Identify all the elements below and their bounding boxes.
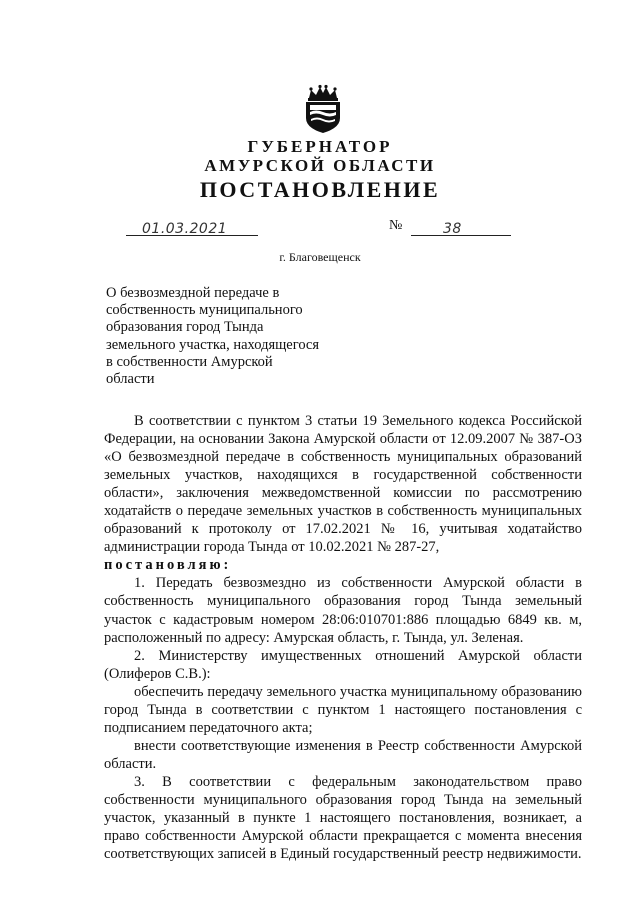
- item-2a-paragraph: обеспечить передачу земельного участка муниципальному образованию город Тында в соответствии с пунктом 1 настоящего постановления с подписанием передаточного акта;: [104, 683, 582, 736]
- subject-line: собственность муниципального: [106, 302, 303, 319]
- item-2-paragraph: 2. Министерству имущественных отношений Амурской области (Олиферов С.В.):: [104, 647, 582, 682]
- subject-line: О безвозмездной передаче в: [106, 285, 280, 301]
- item-3-paragraph: 3. В соответствии с федеральным законодательством право собственности муниципального образования город Тында на земельный участок, указанный в пункте 1 настоящего постановления, возникает, а право собственности Амурской области прекращается с момента внесения соответствующих записей в Единый государственный реестр недвижимости.: [104, 773, 582, 863]
- subject-line: в собственности Амурской: [106, 353, 273, 370]
- document-body: [104, 412, 582, 863]
- governor-heading: ГУБЕРНАТОР: [247, 137, 393, 156]
- date-value: 01.03.2021: [142, 221, 228, 237]
- city-label: г. Благовещенск: [279, 250, 361, 264]
- document-type-heading: ПОСТАНОВЛЕНИЕ: [199, 177, 441, 202]
- item-2b-paragraph: внести соответствующие изменения в Реестр собственности Амурской области.: [104, 737, 582, 772]
- subject-line: образования город Тында: [106, 319, 264, 336]
- subject-line: земельного участка, находящегося: [106, 336, 320, 353]
- subject-line: области: [106, 371, 155, 388]
- coat-of-arms-icon: [301, 84, 345, 134]
- number-field: [411, 221, 511, 236]
- region-heading: АМУРСКОЙ ОБЛАСТИ: [204, 156, 436, 175]
- resolve-word: постановляю:: [104, 557, 232, 574]
- item-1-paragraph: 1. Передать безвозмездно из собственности Амурской области в собственность муниципального образования город Тында земельный участок с кадастровым номером 28:06:010701:886 площадью 6849 кв. м, расположенный по адресу: Амурская область, г. Тында, ул. Зеленая.: [104, 575, 582, 646]
- date-field: [126, 221, 258, 236]
- number-value: 38: [443, 221, 462, 237]
- subject-title: [106, 285, 346, 388]
- number-sign: №: [389, 218, 403, 233]
- preamble-paragraph: В соответствии с пунктом 3 статьи 19 Земельного кодекса Российской Федерации, на основании Закона Амурской области от 12.09.2007 № 387-ОЗ «О безвозмездной передаче в собственность муниципальных образований земельных участков, находящихся в государственной собственности области», заключения межведомственной комиссии по рассмотрению ходатайств о передаче земельных участков в собственность муниципальных образований к протоколу от 17.02.2021 № 16, учитывая ходатайство администрации города Тында от 10.02.2021 № 287-27,: [104, 413, 582, 556]
